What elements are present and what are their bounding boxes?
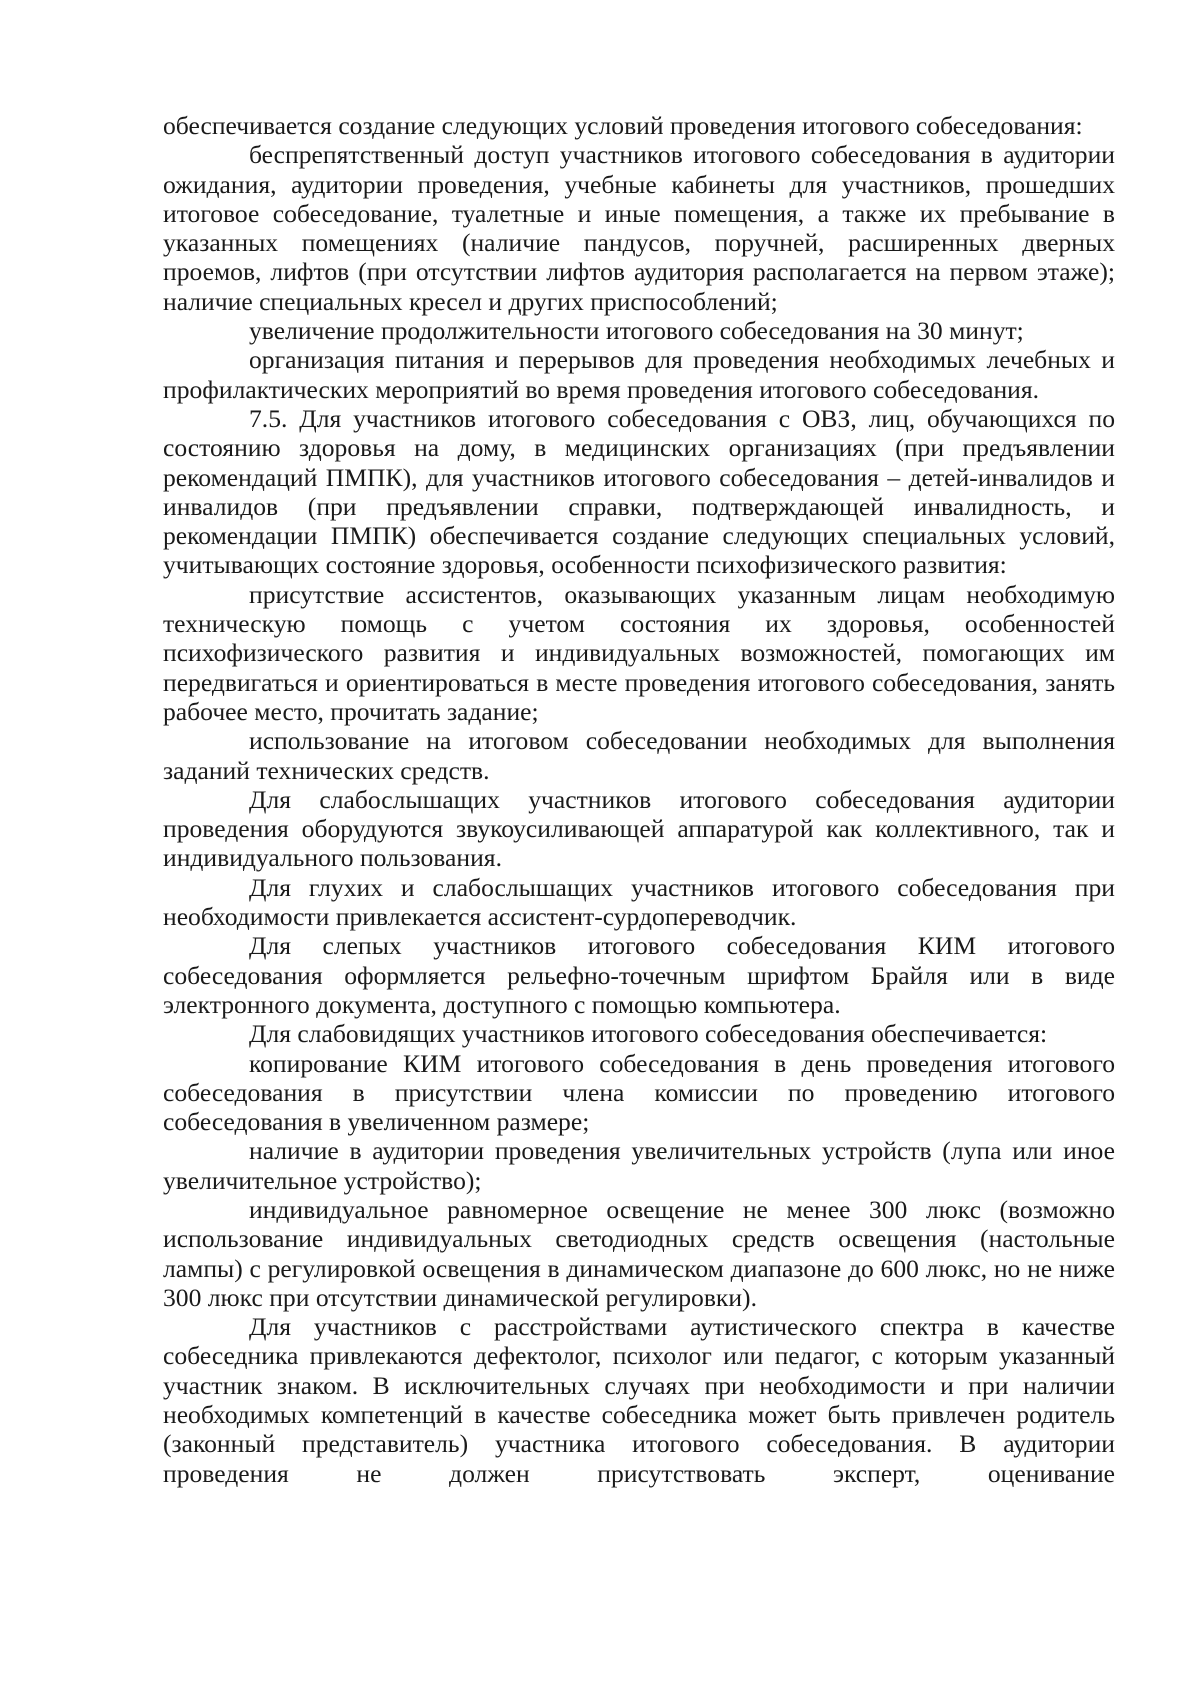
paragraph: копирование КИМ итогового собеседования в день проведения итогового собеседования в присутствии члена комиссии по проведению итогового собеседования в увеличенном размере; (163, 1048, 1115, 1137)
paragraph: наличие в аудитории проведения увеличительных устройств (лупа или иное увеличительное устройство); (163, 1136, 1115, 1195)
paragraph: обеспечивается создание следующих условий проведения итогового собеседования: (163, 111, 1083, 140)
paragraph: организация питания и перерывов для проведения необходимых лечебных и профилактических мероприятий во время проведения итогового собеседования. (163, 345, 1115, 404)
paragraph: индивидуальное равномерное освещение не менее 300 люкс (возможно использование индивидуальных светодиодных средств освещения (настольные лампы) с регулировкой освещения в динамическом диапазоне до 600 люкс, но не ниже 300 люкс при отсутствии динамической регулировки). (163, 1194, 1115, 1312)
paragraph: присутствие ассистентов, оказывающих указанным лицам необходимую техническую помощь с учетом состояния их здоровья, особенностей психофизического развития и индивидуальных возможностей, помогающих им передвигаться и ориентироваться в месте проведения итогового собеседования, занять рабочее место, прочитать задание; (163, 579, 1115, 726)
paragraph: Для участников с расстройствами аутистического спектра в качестве собеседника привлекаются дефектолог, психолог или педагог, с которым указанный участник знаком. В исключительных случаях при необходимости и при наличии необходимых компетенций в качестве собеседника может быть привлечен родитель (законный представитель) участника итогового собеседования. В аудитории проведения не должен присутствовать эксперт, оценивание (163, 1312, 1115, 1488)
paragraph: Для глухих и слабослышащих участников итогового собеседования при необходимости привлекается ассистент-сурдопереводчик. (163, 872, 1115, 932)
paragraph: использование на итоговом собеседовании необходимых для выполнения заданий технических средств. (163, 726, 1115, 785)
document-body (163, 111, 1115, 1488)
paragraph: увеличение продолжительности итогового собеседования на 30 минут; (249, 316, 1024, 346)
paragraph: Для слепых участников итогового собеседования КИМ итогового собеседования оформляется рельефно-точечным шрифтом Брайля или в виде электронного документа, доступного с помощью компьютера. (163, 931, 1115, 1019)
paragraph: 7.5. Для участников итогового собеседования с ОВЗ, лиц, обучающихся по состоянию здоровья на дому, в медицинских организациях (при предъявлении рекомендаций ПМПК), для участников итогового собеседования – детей-инвалидов и инвалидов (при предъявлении справки, подтверждающей инвалидность, и рекомендации ПМПК) обеспечивается создание следующих специальных условий, учитывающих состояние здоровья, особенности психофизического развития: (163, 403, 1115, 580)
paragraph: беспрепятственный доступ участников итогового собеседования в аудитории ожидания, аудитории проведения, учебные кабинеты для участников, прошедших итоговое собеседование, туалетные и иные помещения, а также их пребывание в указанных помещениях (наличие пандусов, поручней, расширенных дверных проемов, лифтов (при отсутствии лифтов аудитория располагается на первом этаже); наличие специальных кресел и других приспособлений; (163, 140, 1115, 316)
paragraph: Для слабовидящих участников итогового собеседования обеспечивается: (249, 1019, 1048, 1049)
paragraph: Для слабослышащих участников итогового собеседования аудитории проведения оборудуются звукоусиливающей аппаратурой как коллективного, так и индивидуального пользования. (163, 784, 1115, 873)
